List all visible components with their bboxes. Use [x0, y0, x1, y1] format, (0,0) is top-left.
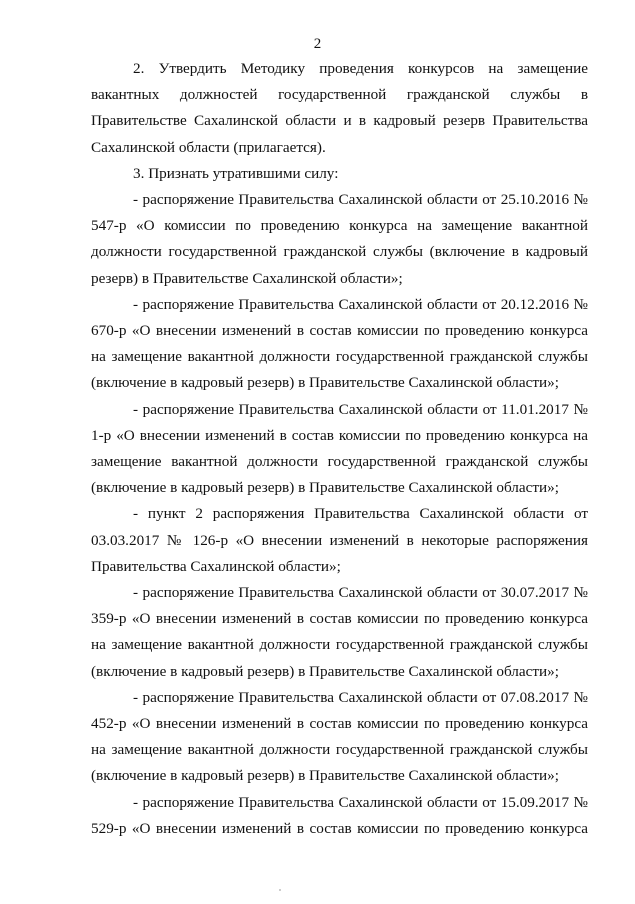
repeal-item: - распоряжение Правительства Сахалинской области от 11.01.2017 № 1-р «О внесении изменений в состав комиссии по проведению конкурса на замещение вакантной должности государственной гражданской службы (включение в кадровый резерв) в Правительстве Сахалинской области»;: [91, 400, 588, 497]
paragraph-repeal-intro: 3. Признать утратившими силу:: [133, 164, 339, 182]
repeal-item: - распоряжение Правительства Сахалинской области от 20.12.2016 № 670-р «О внесении изменений в состав комиссии по проведению конкурса на замещение вакантной должности государственной гражданской службы (включение в кадровый резерв) в Правительстве Сахалинской области»;: [91, 295, 588, 392]
repeal-item: - распоряжение Правительства Сахалинской области от 07.08.2017 № 452-р «О внесении изменений в состав комиссии по проведению конкурса на замещение вакантной должности государственной гражданской службы (включение в кадровый резерв) в Правительстве Сахалинской области»;: [91, 688, 588, 785]
repeal-item: - пункт 2 распоряжения Правительства Сахалинской области от 03.03.2017 № 126-р «О внесении изменений в некоторые распоряжения Правительства Сахалинской области»;: [91, 505, 588, 575]
repeal-item: - распоряжение Правительства Сахалинской области от 25.10.2016 № 547-р «О комиссии по проведению конкурса на замещение вакантной должности государственной гражданской службы (включение в кадровый резерв) в Правительстве Сахалинской области»;: [91, 191, 588, 287]
repeal-item: - распоряжение Правительства Сахалинской области от 30.07.2017 № 359-р «О внесении изменений в состав комиссии по проведению конкурса на замещение вакантной должности государственной гражданской службы (включение в кадровый резерв) в Правительстве Сахалинской области»;: [91, 584, 588, 680]
document-body: [91, 56, 588, 842]
scan-speck: [279, 889, 281, 891]
page-number: 2: [313, 36, 322, 52]
paragraph-approve-methodology: 2. Утвердить Методику проведения конкурсов на замещение вакантных должностей государственной гражданской службы в Правительстве Сахалинской области и в кадровый резерв Правительства Сахалинской области (прилагается).: [91, 60, 588, 156]
repeal-item-continued: - распоряжение Правительства Сахалинской области от 15.09.2017 № 529-р «О внесении изменений в состав комиссии по проведению конкурса: [91, 793, 588, 837]
